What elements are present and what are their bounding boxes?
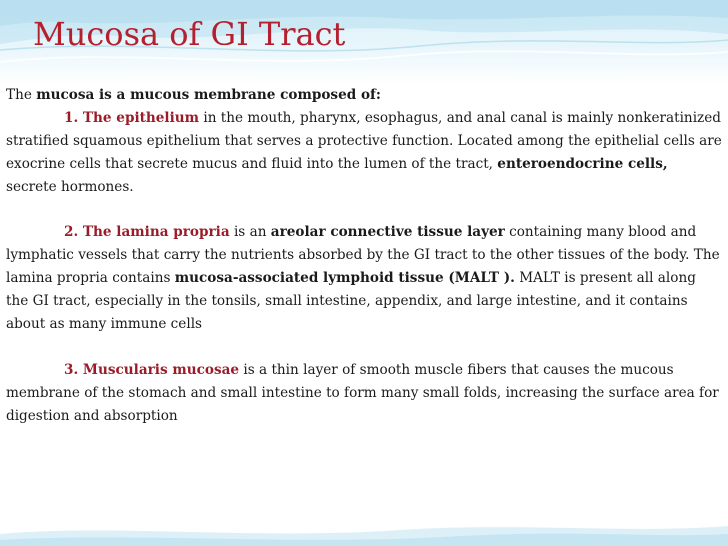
intro-lead: The (6, 87, 37, 103)
muscularis-paragraph (6, 359, 722, 428)
footer-wave-decoration (0, 506, 728, 546)
lamina-paragraph (6, 221, 722, 336)
muscularis-heading: 3. Muscularis mucosae (64, 361, 240, 378)
slide-body (6, 84, 722, 428)
muscularis-text-1: is a thin layer of smooth muscle fibers that causes the mucous membrane of the stomach and small intestine to form many small folds, increasing the surface area for digestion and absorption (6, 361, 719, 424)
lamina-heading: 2. The lamina propria (64, 224, 230, 241)
epithelium-text-1: in the mouth, pharynx, esophagus, and anal canal is mainly nonkeratinized stratified squamous epithelium that serves a protective function. Located among the epithelial cells are exocrine cells that secrete mucus and fluid into the lumen of the tract, (6, 109, 722, 172)
epithelium-heading: 1. The epithelium (64, 109, 200, 126)
epithelium-text-2: secrete hormones. (6, 178, 134, 195)
lamina-term-1: areolar connective tissue layer (270, 224, 505, 241)
lamina-text-3: MALT is present all along the GI tract, especially in the tonsils, small intestine, appendix, and large intestine, and it contains about as many immune cells (6, 270, 696, 333)
paragraph-gap (6, 336, 722, 359)
lamina-text-2: containing many blood and lymphatic vessels that carry the nutrients absorbed by the GI tract to the other tissues of the body. The lamina propria contains (6, 224, 720, 287)
lamina-term-2: mucosa-associated lymphoid tissue (MALT ). (174, 270, 515, 287)
epithelium-paragraph (6, 107, 722, 199)
intro-term: mucosa is a mucous membrane composed of: (36, 87, 381, 103)
header-wave-decoration (0, 0, 728, 84)
footer-wave-graphic (0, 506, 728, 546)
intro-paragraph (6, 84, 722, 107)
slide-title: Mucosa of GI Tract (33, 15, 346, 53)
paragraph-gap (6, 199, 722, 222)
epithelium-term: enteroendocrine cells, (497, 155, 668, 172)
lamina-text-1: is an (229, 224, 271, 241)
